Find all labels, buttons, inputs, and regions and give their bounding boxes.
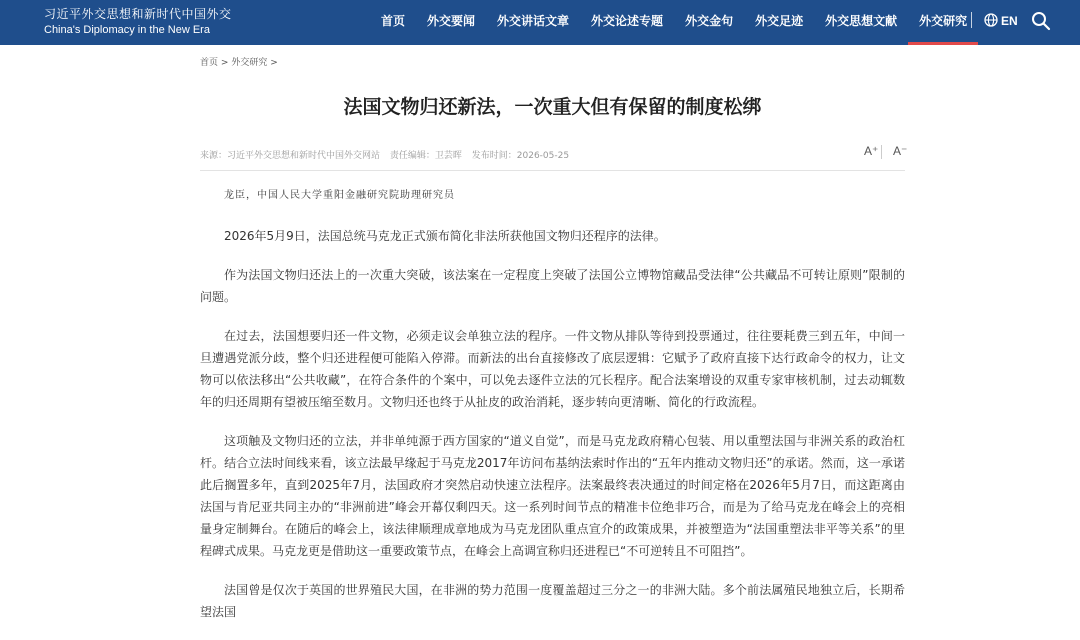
nav-item-diplomatic-news[interactable]: 外交要闻 (427, 14, 476, 28)
nav-item-documents[interactable]: 外交思想文献 (825, 14, 898, 28)
article-paragraph: 法国曾是仅次于英国的世界殖民大国，在非洲的势力范围一度覆盖超过三分之一的非洲大陆。多个前法属殖民地独立后，长期希望法国 (200, 583, 905, 619)
nav-item-topics[interactable]: 外交论述专题 (591, 14, 664, 28)
logo-chinese: 习近平外交思想和新时代中国外交 (44, 7, 232, 21)
language-switch[interactable] (984, 12, 1018, 30)
site-header (0, 0, 1080, 45)
article-paragraph: 作为法国文物归还法上的一次重大突破，该法案在一定程度上突破了法国公立博物馆藏品受法律“公共藏品不可转让原则”限制的问题。 (200, 268, 905, 304)
breadcrumb-separator: > (220, 58, 229, 68)
article-author: 龙臣，中国人民大学重阳金融研究院助理研究员 (224, 190, 455, 201)
article-paragraph: 2026年5月9日，法国总统马克龙正式颁布简化非法所获他国文物归还程序的法律。 (224, 229, 666, 243)
breadcrumb-separator: > (270, 58, 278, 68)
article-editor: 责任编辑：卫芸晖 (389, 151, 462, 161)
nav-divider (971, 12, 972, 28)
nav-item-home[interactable]: 首页 (381, 14, 406, 28)
search-icon (1031, 11, 1051, 31)
article-title: 法国文物归还新法，一次重大但有保留的制度松绑 (343, 96, 762, 118)
article-date: 发布时间：2026-05-25 (471, 151, 570, 161)
article-source: 来源：习近平外交思想和新时代中国外交网站 (200, 151, 381, 161)
site-logo[interactable] (44, 6, 232, 37)
nav-item-research[interactable]: 外交研究 (908, 0, 978, 45)
font-increase-button[interactable]: A⁺ (864, 144, 879, 158)
nav-item-footprints[interactable]: 外交足迹 (755, 14, 804, 28)
breadcrumb-section[interactable]: 外交研究 (231, 58, 268, 68)
breadcrumb-home[interactable]: 首页 (200, 58, 219, 68)
article-paragraph: 在过去，法国想要归还一件文物，必须走议会单独立法的程序。一件文物从排队等待到投票通过，往往要耗费三到五年，中间一旦遭遇党派分歧，整个归还进程便可能陷入停滞。而新法的出台直接修改了底层逻辑：它赋予了政府直接下达行政命令的权力，让文物可以依法移出“公共收藏”，在符合条件的个案中，可以免去逐件立法的冗长程序。配合法案增设的双重专家审核机制，过去动辄数年的归还周期有望被压缩至数月。文物归还也终于从扯皮的政治消耗，逐步转向更清晰、简化的行政流程。 (200, 329, 905, 409)
breadcrumb (200, 55, 278, 68)
logo-english: China's Diplomacy in the New Era (44, 24, 210, 36)
article-paragraph: 这项触及文物归还的立法，并非单纯源于西方国家的“道义自觉”，而是马克龙政府精心包装、用以重塑法国与非洲关系的政治杠杆。结合立法时间线来看，该立法最早缘起于马克龙2017年访问布基纳法索时作出的“五年内推动文物归还”的承诺。然而，这一承诺此后搁置多年，直到2025年7月，法国政府才突然启动快速立法程序。法案最终表决通过的时间定格在2026年5月7日，而这距离由法国与肯尼亚共同主办的“非洲前进”峰会开幕仅剩四天。这一系列时间节点的精准卡位绝非巧合，而是为了给马克龙在峰会上的亮相量身定制舞台。在随后的峰会上，该法律顺理成章地成为马克龙团队重点宣介的政策成果，并被塑造为“法国重塑法非平等关系”的里程碑式成果。马克龙更是借助这一重要政策节点，在峰会上高调宣称归还进程已“不可逆转且不可阻挡”。 (200, 434, 905, 558)
meta-divider (200, 170, 905, 171)
language-label: EN (1001, 14, 1018, 28)
main-nav (370, 0, 978, 45)
globe-icon (984, 12, 998, 31)
article-body (200, 225, 905, 640)
font-decrease-button[interactable]: A⁻ (893, 144, 908, 158)
nav-item-quotes[interactable]: 外交金句 (685, 14, 734, 28)
article-meta (200, 148, 576, 161)
search-button[interactable] (1031, 11, 1051, 31)
nav-item-speeches-articles[interactable]: 外交讲话文章 (497, 14, 570, 28)
font-control-divider (881, 145, 882, 159)
